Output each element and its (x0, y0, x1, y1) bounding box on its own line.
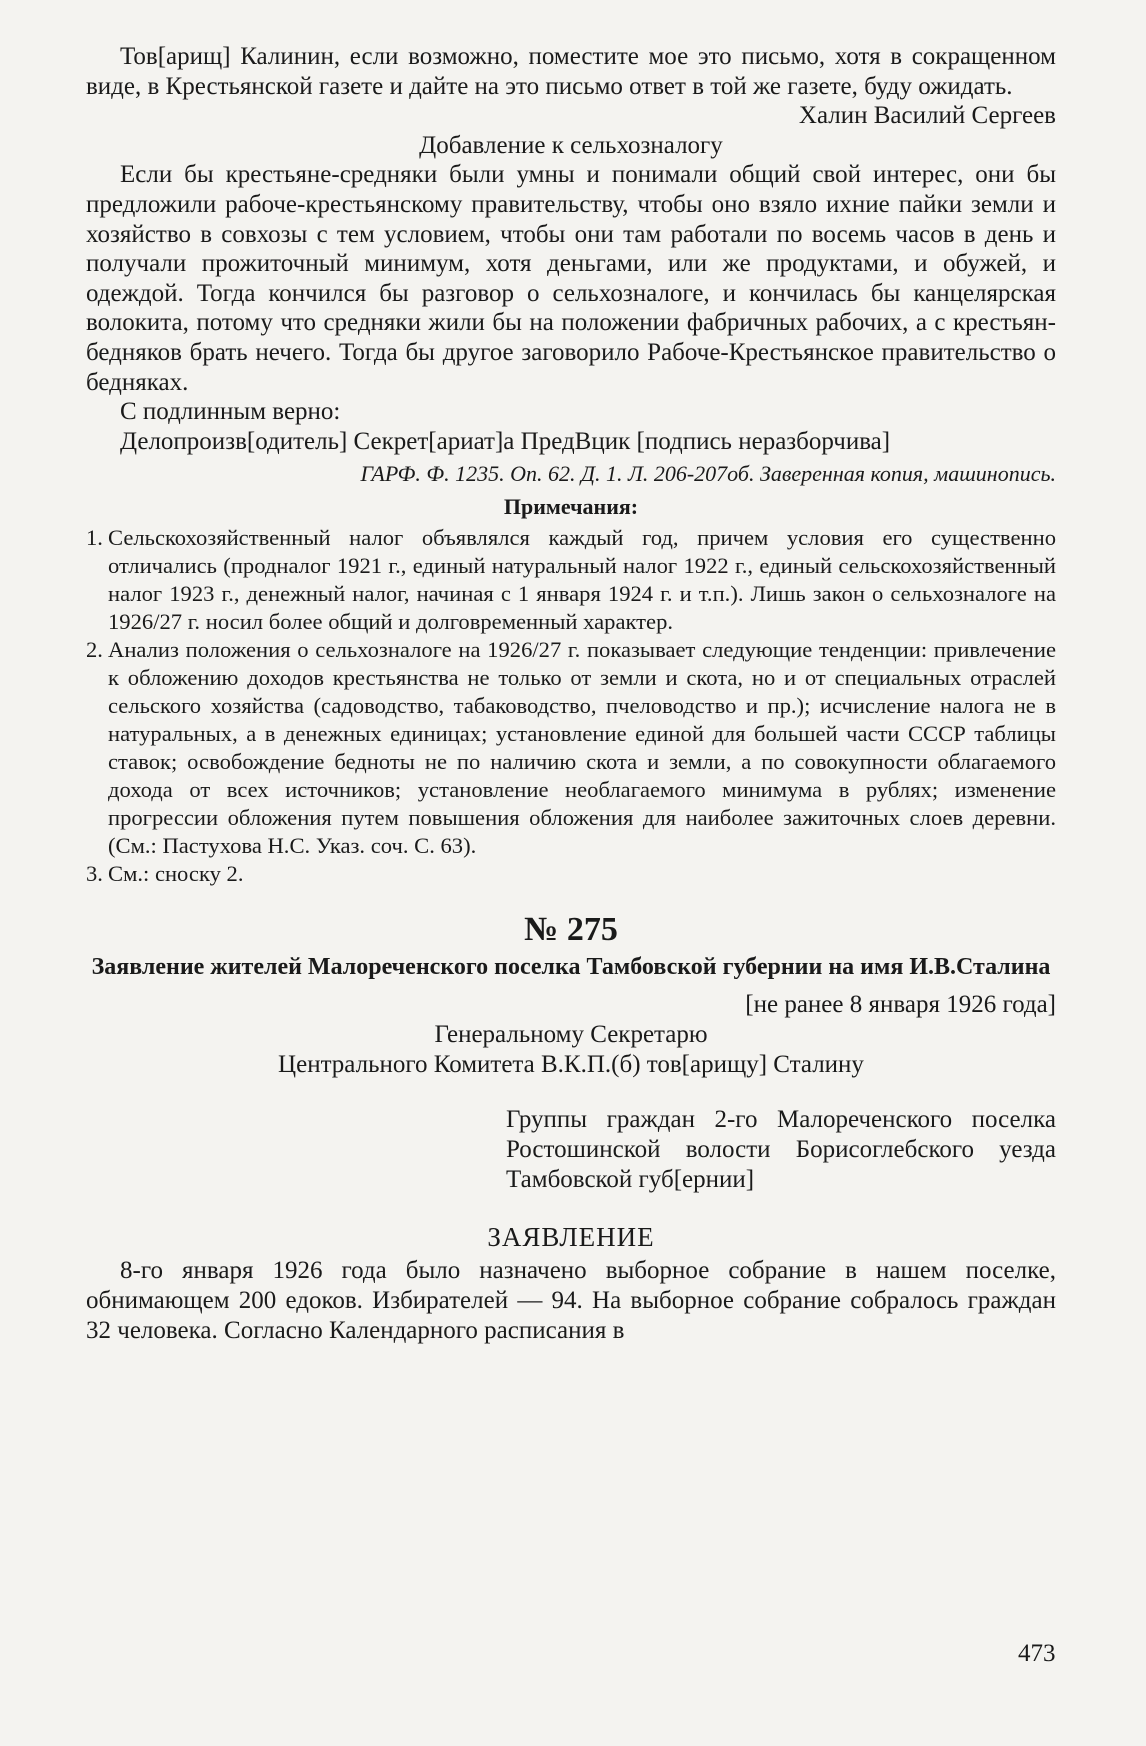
note-text: См.: сноску 2. (108, 861, 244, 887)
addressee-line-2: Центрального Комитета В.К.П.(б) тов[арищу] Сталину (278, 1051, 864, 1079)
document-date: [не ранее 8 января 1926 года] (745, 991, 1056, 1019)
document-title: Заявление жителей Малореченского поселка Тамбовской губернии на имя И.В.Сталина (91, 954, 1051, 981)
note-number: 1. (86, 525, 103, 551)
note-item (86, 636, 1056, 860)
letter-paragraph-1: Тов[арищ] Калинин, если возможно, поместите мое это письмо, хотя в сокращенном виде, в Крестьянской газете и дайте на это письмо ответ в той же газете, буду ожидать. (86, 43, 1056, 100)
note-text: Сельскохозяйственный налог объявлялся каждый год, причем условия его существенно отличались (продналог 1921 г., единый натуральный налог 1922 г., единый сельскохозяйственный налог 1923 г., денежный налог, начиная с 1 января 1924 г. и т.п.). Лишь закон о сельхозналоге на 1926/27 г. носил более общий и долговременный характер. (108, 525, 1056, 635)
note-number: 2. (86, 637, 103, 663)
addressee-line-1: Генеральному Секретарю (434, 1021, 708, 1049)
statement-body: 8-го января 1926 года было назначено выборное собрание в нашем поселке, обнимающем 200 едоков. Избирателей — 94. На выборное собрание собралось граждан 32 человека. Согласно Календарного расписания в (86, 1257, 1056, 1344)
page-number: 473 (1018, 1640, 1056, 1667)
letter-signature: Халин Василий Сергеев (798, 102, 1056, 130)
note-item (86, 524, 1056, 636)
document-number: № 275 (524, 911, 618, 949)
note-text: Анализ положения о сельхозналоге на 1926/27 г. показывает следующие тенденции: привлечение к обложению доходов крестьянства не только от земли и скота, но и от специальных отраслей сельского хозяйства (садоводство, табаководство, пчеловодство и пр.); исчисление налога не в натуральных, а в денежных единицах; установление единой для большей части СССР таблицы ставок; освобождение бедноты не по наличию скота и земли, а по совокупности облагаемого дохода от всех источников; установление необлагаемого минимума в рублях; изменение прогрессии обложения путем повышения обложения для наиболее зажиточных слоев деревни. (См.: Пастухова Н.С. Указ. соч. С. 63). (108, 637, 1056, 859)
letter-paragraph-2: Если бы крестьяне-средняки были умны и понимали общий свой интерес, они бы предложили рабоче-крестьянскому правительству, чтобы оно взяло ихние пайки земли и хозяйство в совхозы с тем условием, чтобы они там работали по восемь часов в день и получали прожиточный минимум, хотя деньгами, или же продуктами, и обужей, и одеждой. Тогда кончился бы разговор о сельхозналоге, и кончилась бы канцелярская волокита, потому что средняки жили бы на положении фабричных рабочих, а с крестьян-бедняков брать нечего. Тогда бы другое заговорило Рабоче-Крестьянское правительство о бедняках. (86, 161, 1056, 396)
archive-source: ГАРФ. Ф. 1235. Оп. 62. Д. 1. Л. 206-207об. Заверенная копия, машинопись. (360, 461, 1056, 487)
page-content (86, 42, 1056, 1345)
sender-block: Группы граждан 2-го Малореченского поселка Ростошинской волости Борисоглебского уезда Тамбовской губ[ернии] (506, 1106, 1056, 1194)
clerk-line: Делопроизв[одитель] Секрет[ариат]а ПредВцик [подпись неразборчива] (120, 427, 891, 455)
note-number: 3. (86, 861, 103, 887)
certified-line: С подлинным верно: (120, 398, 341, 426)
addendum-title: Добавление к сельхозналогу (419, 131, 723, 159)
notes-title: Примечания: (503, 494, 639, 520)
statement-heading: ЗАЯВЛЕНИЕ (487, 1222, 655, 1253)
note-item (86, 860, 1056, 888)
